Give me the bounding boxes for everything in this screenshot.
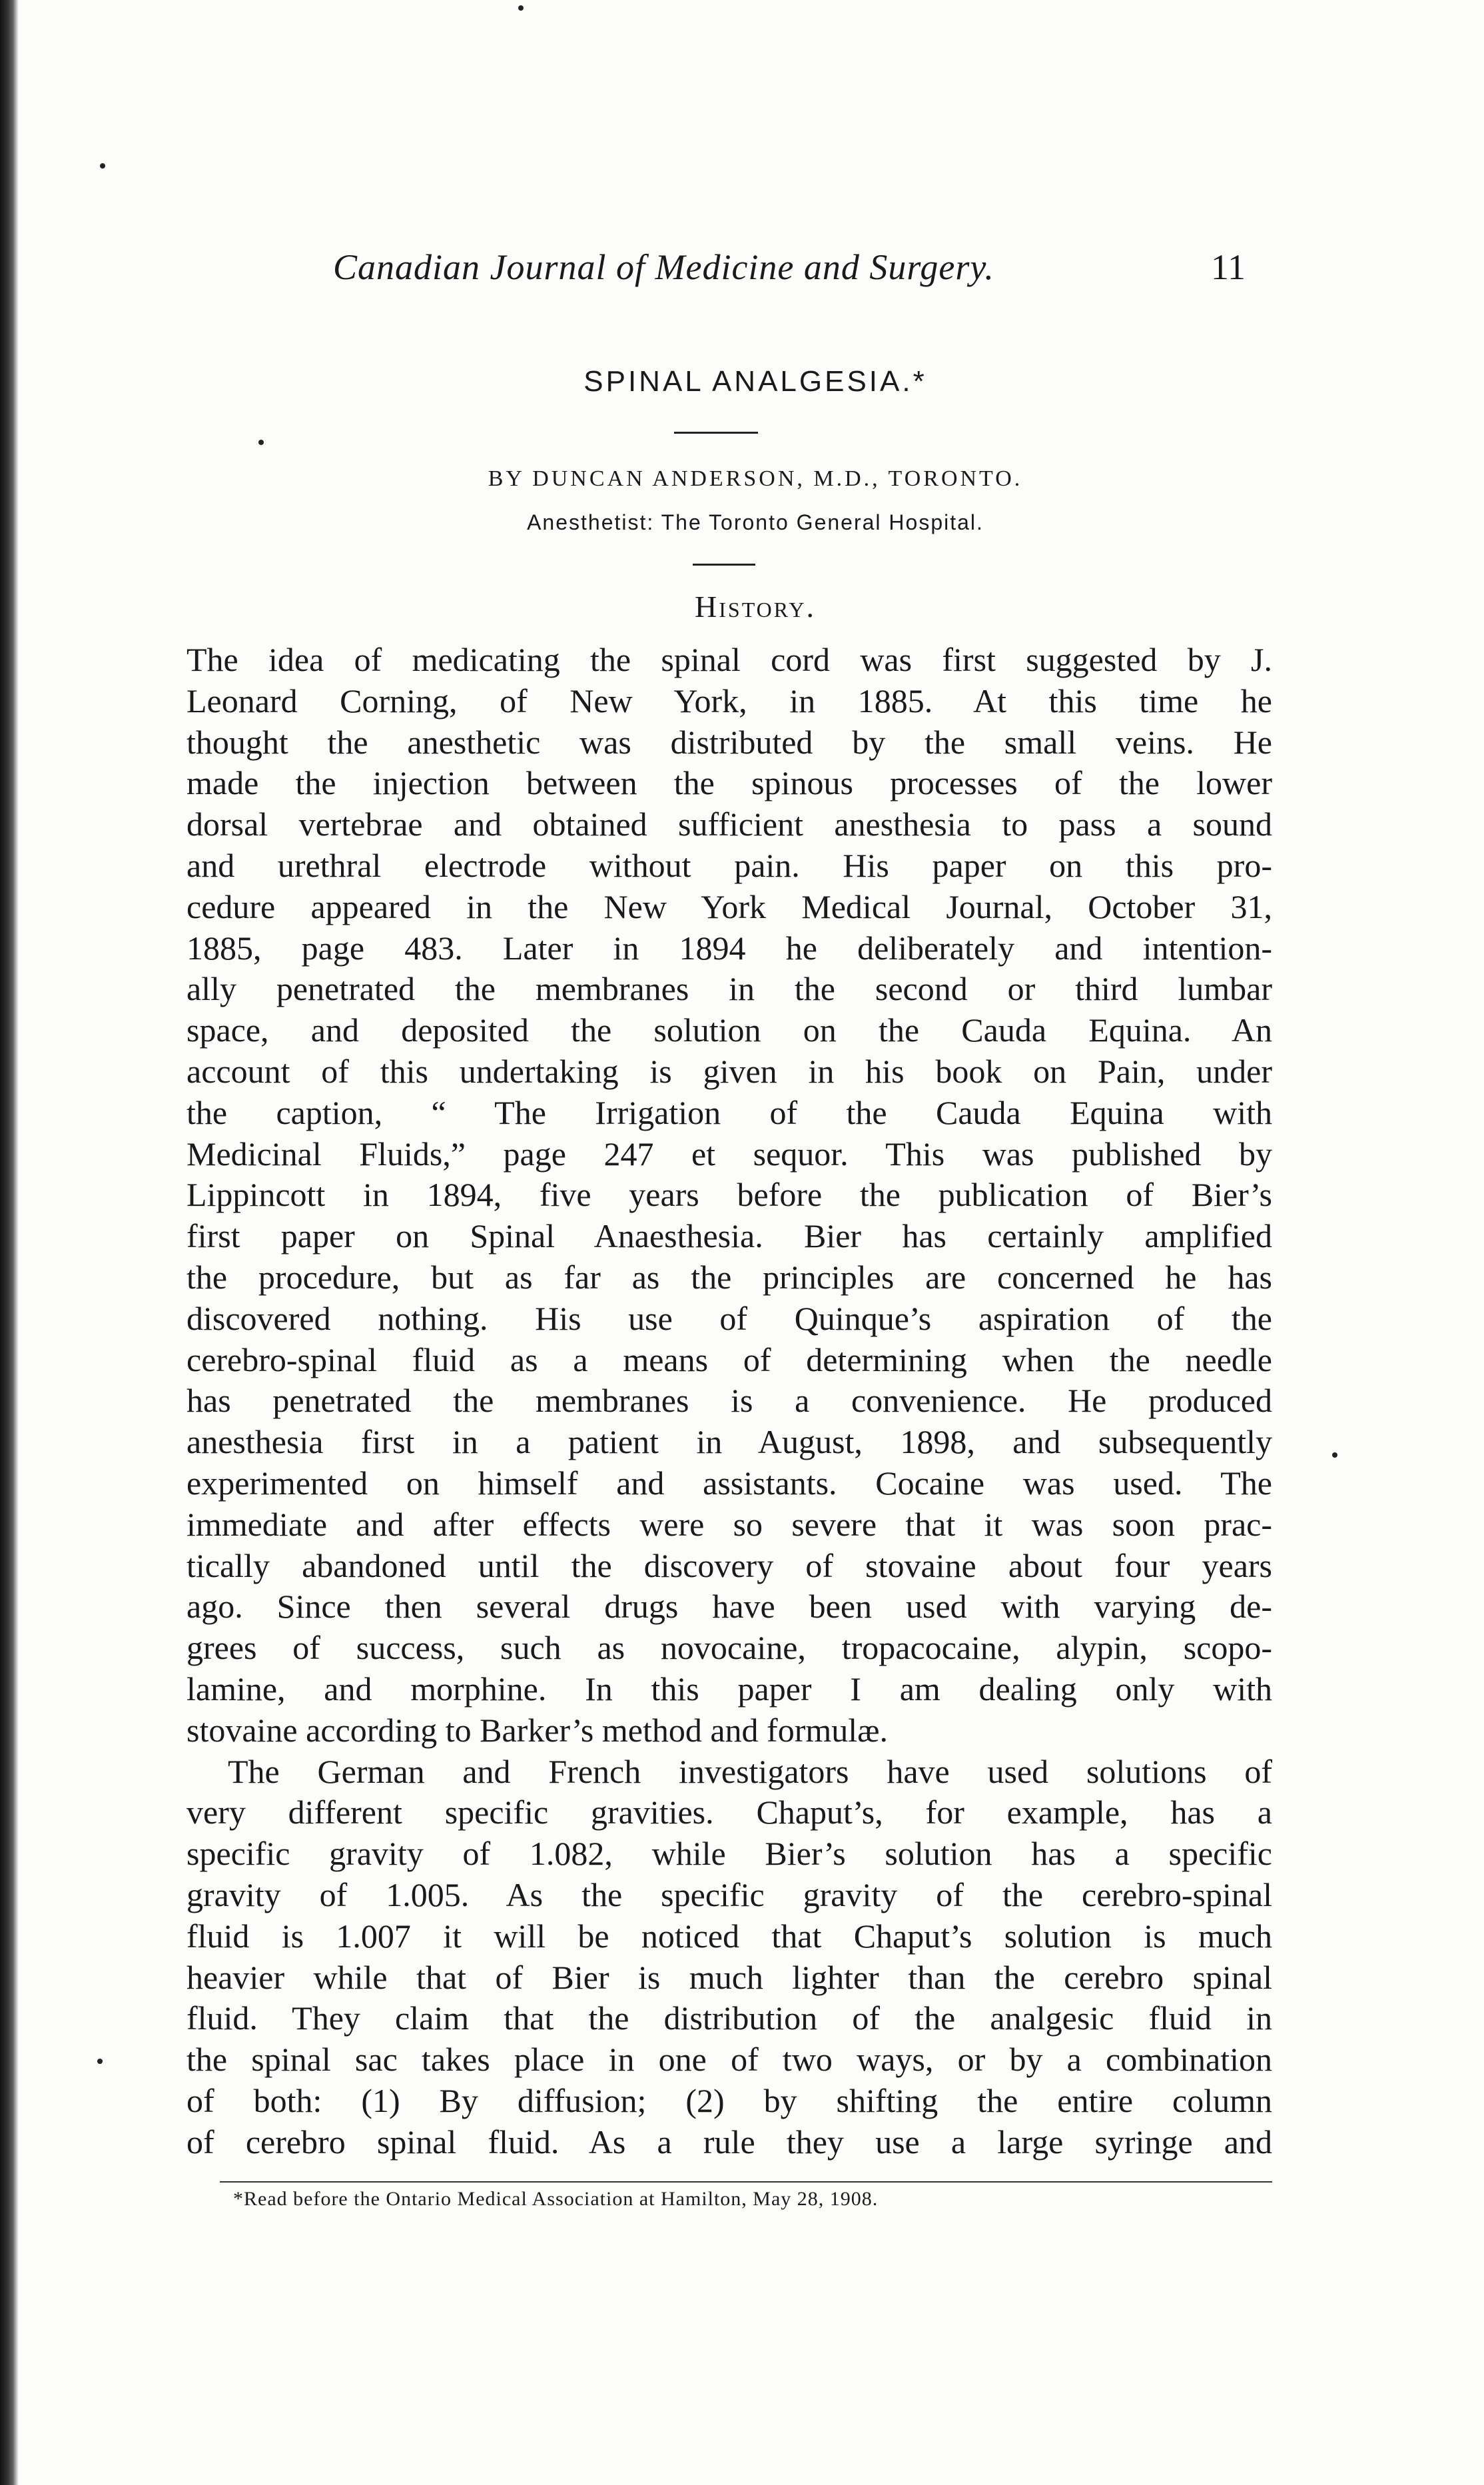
body-line: made the injection between the spinous processes of the lower	[186, 764, 1272, 802]
footnote: *Read before the Ontario Medical Association at Hamilton, May 28, 1908.	[233, 2188, 879, 2210]
body-line: lamine, and morphine. In this paper I am dealing only with	[186, 1670, 1272, 1708]
body-line: tically abandoned until the discovery of stovaine about four years	[186, 1546, 1272, 1584]
body-line: thought the anesthetic was distributed by the small veins. He	[186, 723, 1272, 761]
body-line: The idea of medicating the spinal cord was first suggested by J.	[186, 641, 1272, 678]
body-line: grees of success, such as novocaine, tropacocaine, alypin, scopo-	[186, 1629, 1272, 1667]
body-line: the procedure, but as far as the principles are concerned he has	[186, 1258, 1272, 1296]
section-heading: History.	[695, 590, 816, 624]
title-rule	[674, 432, 758, 434]
body-line: discovered nothing. His use of Quinque’s aspiration of the	[186, 1299, 1272, 1337]
body-line: cerebro-spinal fluid as a means of determining when the needle	[186, 1340, 1272, 1378]
body-line: Leonard Corning, of New York, in 1885. At this time he	[186, 682, 1272, 720]
body-line: specific gravity of 1.082, while Bier’s solution has a specific	[186, 1835, 1272, 1873]
author-byline: BY DUNCAN ANDERSON, M.D., TORONTO.	[488, 466, 1023, 491]
body-line: fluid. They claim that the distribution of the analgesic fluid in	[186, 1999, 1272, 2037]
body-line: cedure appeared in the New York Medical Journal, October 31,	[186, 887, 1272, 925]
body-line: space, and deposited the solution on the Cauda Equina. An	[186, 1011, 1272, 1049]
author-affiliation: Anesthetist: The Toronto General Hospital.	[527, 510, 984, 534]
scan-speck	[518, 5, 524, 11]
body-line: has penetrated the membranes is a convenience. He produced	[186, 1382, 1272, 1420]
body-line: and urethral electrode without pain. His paper on this pro-	[186, 846, 1272, 884]
body-line: gravity of 1.005. As the specific gravity of the cerebro-spinal	[186, 1875, 1272, 1913]
body-line: heavier while that of Bier is much lighter than the cerebro spinal	[186, 1958, 1272, 1996]
body-line: anesthesia first in a patient in August, 1898, and subsequently	[186, 1423, 1272, 1461]
body-line: of cerebro spinal fluid. As a rule they use a large syringe and	[186, 2123, 1272, 2161]
body-line: of both: (1) By diffusion; (2) by shifting the entire column	[186, 2081, 1272, 2119]
body-line: the spinal sac takes place in one of two ways, or by a combination	[186, 2041, 1272, 2079]
body-line: Lippincott in 1894, five years before the publication of Bier’s	[186, 1176, 1272, 1214]
footnote-rule	[220, 2181, 1272, 2183]
body-line: ally penetrated the membranes in the second or third lumbar	[186, 970, 1272, 1008]
body-line: stovaine according to Barker’s method and formulæ.	[186, 1711, 888, 1749]
byline-rule	[693, 564, 755, 566]
article-body	[186, 640, 1272, 2163]
page-number: 11	[1211, 247, 1246, 287]
scan-speck	[258, 440, 264, 445]
body-line: dorsal vertebrae and obtained sufficient anesthesia to pass a sound	[186, 805, 1272, 843]
body-line: the caption, “ The Irrigation of the Cauda Equina with	[186, 1093, 1272, 1131]
article-title: SPINAL ANALGESIA.*	[583, 365, 927, 398]
body-line: ago. Since then several drugs have been used with varying de-	[186, 1588, 1272, 1626]
scan-speck	[100, 163, 105, 169]
body-line: immediate and after effects were so severe that it was soon prac-	[186, 1505, 1272, 1543]
body-line: account of this undertaking is given in his book on Pain, under	[186, 1052, 1272, 1090]
scan-speck	[1332, 1452, 1337, 1458]
body-line: 1885, page 483. Later in 1894 he deliberately and intention-	[186, 929, 1272, 967]
journal-title: Canadian Journal of Medicine and Surgery.	[333, 247, 994, 287]
body-line: The German and French investigators have used solutions of	[228, 1752, 1272, 1790]
body-line: very different specific gravities. Chaput’s, for example, has a	[186, 1793, 1272, 1831]
body-line: first paper on Spinal Anaesthesia. Bier has certainly amplified	[186, 1217, 1272, 1255]
running-head	[320, 247, 1246, 300]
scan-speck	[97, 2059, 103, 2064]
body-line: fluid is 1.007 it will be noticed that Chaput’s solution is much	[186, 1917, 1272, 1955]
body-line: experimented on himself and assistants. Cocaine was used. The	[186, 1464, 1272, 1502]
body-line: Medicinal Fluids,” page 247 et sequor. This was published by	[186, 1135, 1272, 1173]
